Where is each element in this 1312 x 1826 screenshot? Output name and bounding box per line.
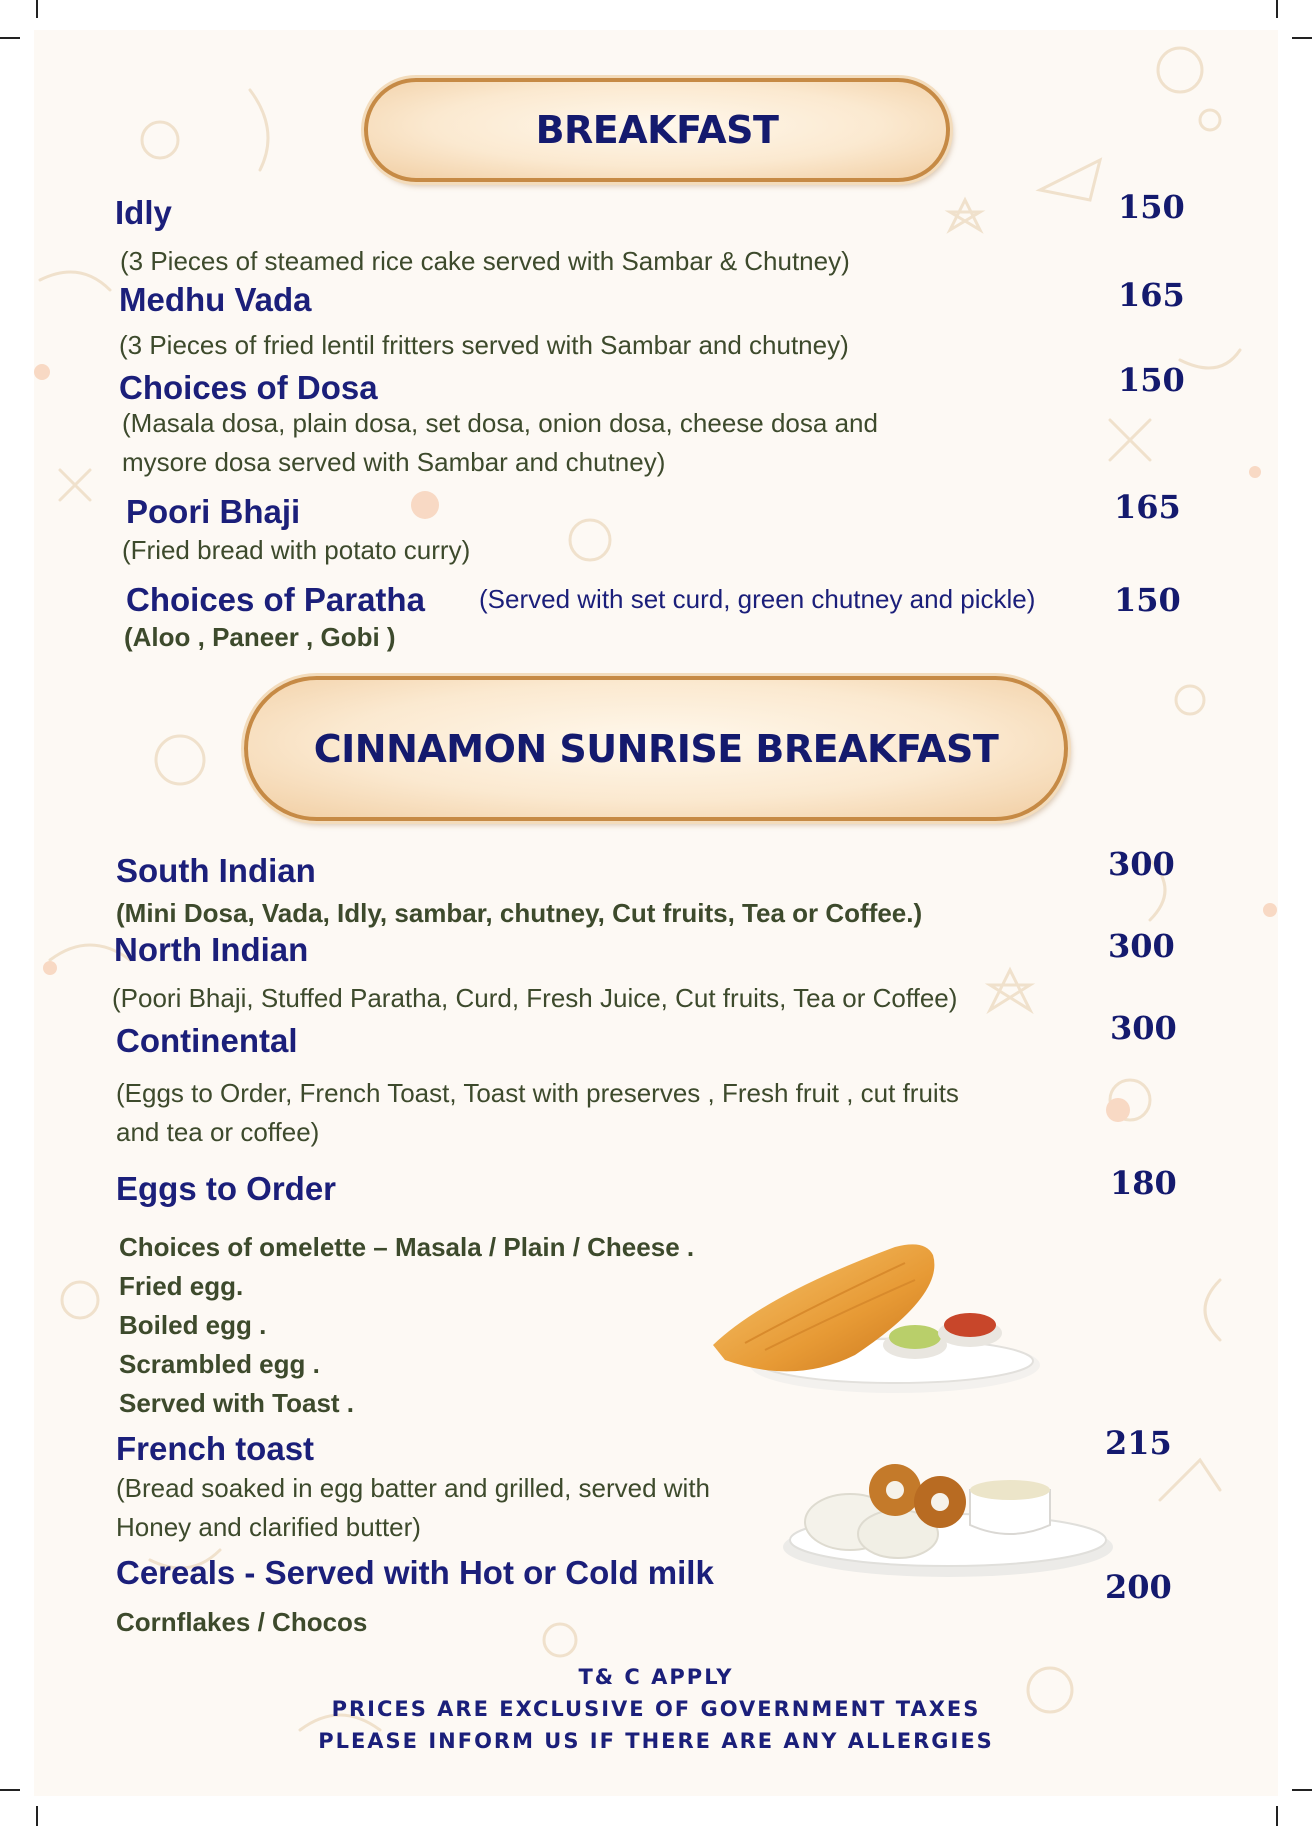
item-price-eggs-to-order: 180 (1110, 1164, 1177, 1202)
item-price-dosa: 150 (1118, 361, 1185, 399)
item-price-french-toast: 215 (1105, 1424, 1172, 1462)
item-name-south-indian: South Indian (116, 852, 316, 889)
item-price-cereals: 200 (1105, 1568, 1172, 1606)
item-desc-dosa-line2: mysore dosa served with Sambar and chutney) (122, 447, 666, 477)
item-name-paratha: Choices of Paratha (126, 581, 425, 618)
item-desc-eggs-line5: Served with Toast . (119, 1388, 355, 1418)
crop-mark (1276, 0, 1278, 18)
item-desc-poori-bhaji: (Fried bread with potato curry) (122, 535, 471, 565)
item-name-poori-bhaji: Poori Bhaji (126, 493, 301, 530)
item-desc-cereals: Cornflakes / Chocos (116, 1607, 368, 1637)
item-price-medhu-vada: 165 (1118, 276, 1185, 314)
footer-allergies-note: PLEASE INFORM US IF THERE ARE ANY ALLERGIES (318, 1729, 994, 1753)
sunrise-title: CINNAMON SUNRISE BREAKFAST (313, 726, 999, 771)
dosa-plate-image (705, 1235, 1045, 1400)
item-desc-french-toast-line2: Honey and clarified butter) (116, 1512, 421, 1542)
crop-mark (36, 1806, 38, 1826)
item-name-french-toast: French toast (116, 1430, 315, 1467)
crop-mark (36, 0, 38, 18)
item-price-paratha: 150 (1114, 581, 1181, 619)
crop-mark (1292, 1789, 1312, 1791)
item-desc-french-toast-line1: (Bread soaked in egg batter and grilled, served with (116, 1473, 711, 1503)
item-name-north-indian: North Indian (114, 931, 309, 968)
crop-mark (1276, 1806, 1278, 1826)
item-desc-continental-line2: and tea or coffee) (116, 1117, 320, 1147)
item-name-dosa: Choices of Dosa (119, 369, 378, 406)
item-desc-eggs-line2: Fried egg. (119, 1271, 244, 1301)
breakfast-banner (364, 78, 950, 182)
breakfast-title: BREAKFAST (535, 108, 779, 152)
item-price-continental: 300 (1110, 1009, 1177, 1047)
item-name-idly: Idly (115, 194, 172, 231)
item-price-poori-bhaji: 165 (1114, 488, 1181, 526)
footer-terms: T& C APPLY (578, 1665, 734, 1689)
item-desc-dosa-line1: (Masala dosa, plain dosa, set dosa, onion dosa, cheese dosa and (122, 408, 878, 438)
item-desc-north-indian: (Poori Bhaji, Stuffed Paratha, Curd, Fresh Juice, Cut fruits, Tea or Coffee) (112, 983, 958, 1013)
item-price-north-indian: 300 (1108, 927, 1175, 965)
item-desc-eggs-line1: Choices of omelette – Masala / Plain / Cheese . (119, 1232, 695, 1262)
item-desc-south-indian: (Mini Dosa, Vada, Idly, sambar, chutney, Cut fruits, Tea or Coffee.) (116, 898, 923, 928)
footer-taxes-note: PRICES ARE EXCLUSIVE OF GOVERNMENT TAXES (331, 1697, 981, 1721)
sunrise-banner (244, 676, 1068, 821)
crop-mark (1292, 37, 1312, 39)
item-name-continental: Continental (116, 1022, 298, 1059)
item-name-medhu-vada: Medhu Vada (119, 281, 312, 318)
item-desc-eggs-line3: Boiled egg . (119, 1310, 267, 1340)
item-name-eggs-to-order: Eggs to Order (116, 1170, 337, 1207)
crop-mark (0, 1789, 20, 1791)
item-price-idly: 150 (1118, 188, 1185, 226)
item-desc-medhu-vada: (3 Pieces of fried lentil fritters served with Sambar and chutney) (119, 330, 849, 360)
item-desc-idly: (3 Pieces of steamed rice cake served with Sambar & Chutney) (120, 246, 850, 276)
item-name-cereals: Cereals - Served with Hot or Cold milk (116, 1554, 714, 1591)
item-desc-paratha: (Aloo , Paneer , Gobi ) (124, 622, 396, 652)
item-note-paratha: (Served with set curd, green chutney and pickle) (479, 584, 1036, 614)
item-price-south-indian: 300 (1108, 845, 1175, 883)
crop-mark (0, 37, 20, 39)
item-desc-eggs-line4: Scrambled egg . (119, 1349, 320, 1379)
item-desc-continental-line1: (Eggs to Order, French Toast, Toast with preserves , Fresh fruit , cut fruits (116, 1078, 959, 1108)
idly-vada-plate-image (780, 1452, 1115, 1582)
